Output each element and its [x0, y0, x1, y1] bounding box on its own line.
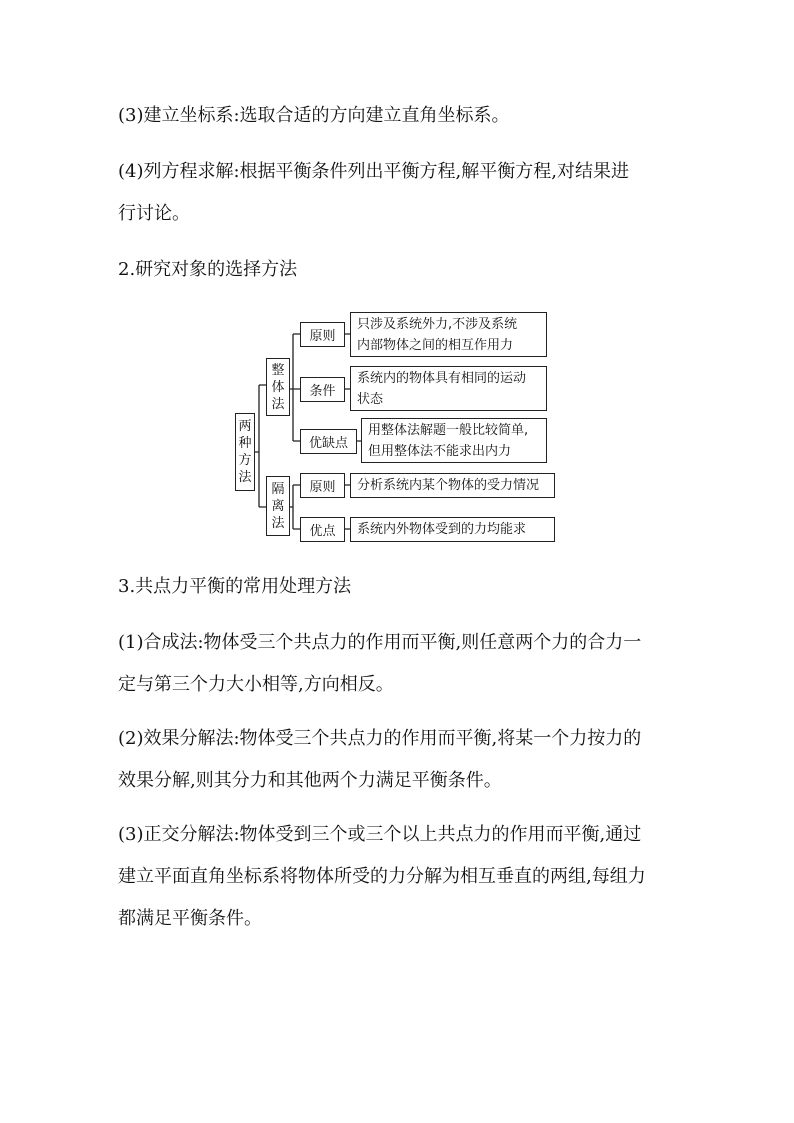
isolate-principle-desc — [350, 473, 555, 498]
text-line: (3)建立坐标系:选取合适的方向建立直角坐标系。 — [118, 105, 510, 126]
text-line: (1)合成法:物体受三个共点力的作用而平衡,则任意两个力的合力一 — [118, 632, 642, 653]
whole-condition-desc — [350, 366, 547, 411]
paragraph-synthesis-method — [118, 622, 688, 706]
whole-principle-label: 原则 — [300, 322, 345, 347]
diagram-root-two-methods — [235, 413, 255, 491]
paragraph-effect-decomposition — [118, 718, 688, 802]
desc-line: 分析系统内某个物体的受力情况 — [357, 478, 540, 493]
whole-char: 整 — [271, 362, 285, 378]
text-line: (2)效果分解法:物体受三个共点力的作用而平衡,将某一个力按力的 — [118, 728, 642, 749]
root-char: 方 — [238, 453, 252, 468]
text-line: 都满足平衡条件。 — [118, 908, 262, 929]
desc-line: 只涉及系统外力,不涉及系统 — [357, 316, 518, 332]
isolate-advantage-desc — [350, 517, 555, 542]
whole-principle-desc — [350, 312, 547, 357]
desc-line: 但用整体法不能求出内力 — [368, 443, 512, 459]
root-char: 两 — [238, 419, 252, 434]
desc-line: 系统内的物体具有相同的运动 — [357, 370, 527, 386]
whole-char: 体 — [271, 379, 285, 395]
paragraph-solve-equations — [118, 151, 688, 235]
whole-pros-cons-label: 优缺点 — [300, 429, 357, 454]
text-line: 2.研究对象的选择方法 — [118, 259, 298, 280]
text-line: 效果分解,则其分力和其他两个力满足平衡条件。 — [118, 770, 502, 791]
text-line: (4)列方程求解:根据平衡条件列出平衡方程,解平衡方程,对结果进 — [118, 161, 630, 182]
isolate-char: 法 — [271, 515, 285, 531]
section-heading-object-selection — [118, 249, 688, 291]
root-char: 种 — [238, 436, 252, 451]
desc-line: 系统内外物体受到的力均能求 — [357, 522, 527, 537]
whole-pros-cons-desc — [361, 418, 547, 463]
text-line: 行讨论。 — [118, 203, 190, 224]
text-line: (3)正交分解法:物体受到三个或三个以上共点力的作用而平衡,通过 — [118, 824, 642, 845]
text-line: 定与第三个力大小相等,方向相反。 — [118, 674, 394, 695]
section-heading-common-methods — [118, 566, 688, 608]
root-char: 法 — [238, 470, 252, 485]
text-line: 3.共点力平衡的常用处理方法 — [118, 576, 352, 597]
whole-char: 法 — [271, 396, 285, 412]
paragraph-orthogonal-decomposition — [118, 814, 688, 940]
desc-line: 状态 — [357, 391, 384, 407]
whole-condition-label: 条件 — [300, 377, 345, 402]
diagram-whole-method — [266, 358, 290, 416]
isolate-principle-label: 原则 — [300, 473, 345, 498]
isolate-char: 隔 — [271, 481, 285, 497]
diagram-isolation-method — [266, 476, 290, 536]
desc-line: 用整体法解题一般比较简单, — [368, 422, 529, 438]
text-line: 建立平面直角坐标系将物体所受的力分解为相互垂直的两组,每组力 — [118, 866, 646, 887]
paragraph-establish-coordinates — [118, 95, 688, 137]
isolate-char: 离 — [271, 498, 285, 514]
isolate-advantage-label: 优点 — [300, 517, 345, 542]
desc-line: 内部物体之间的相互作用力 — [357, 337, 514, 353]
